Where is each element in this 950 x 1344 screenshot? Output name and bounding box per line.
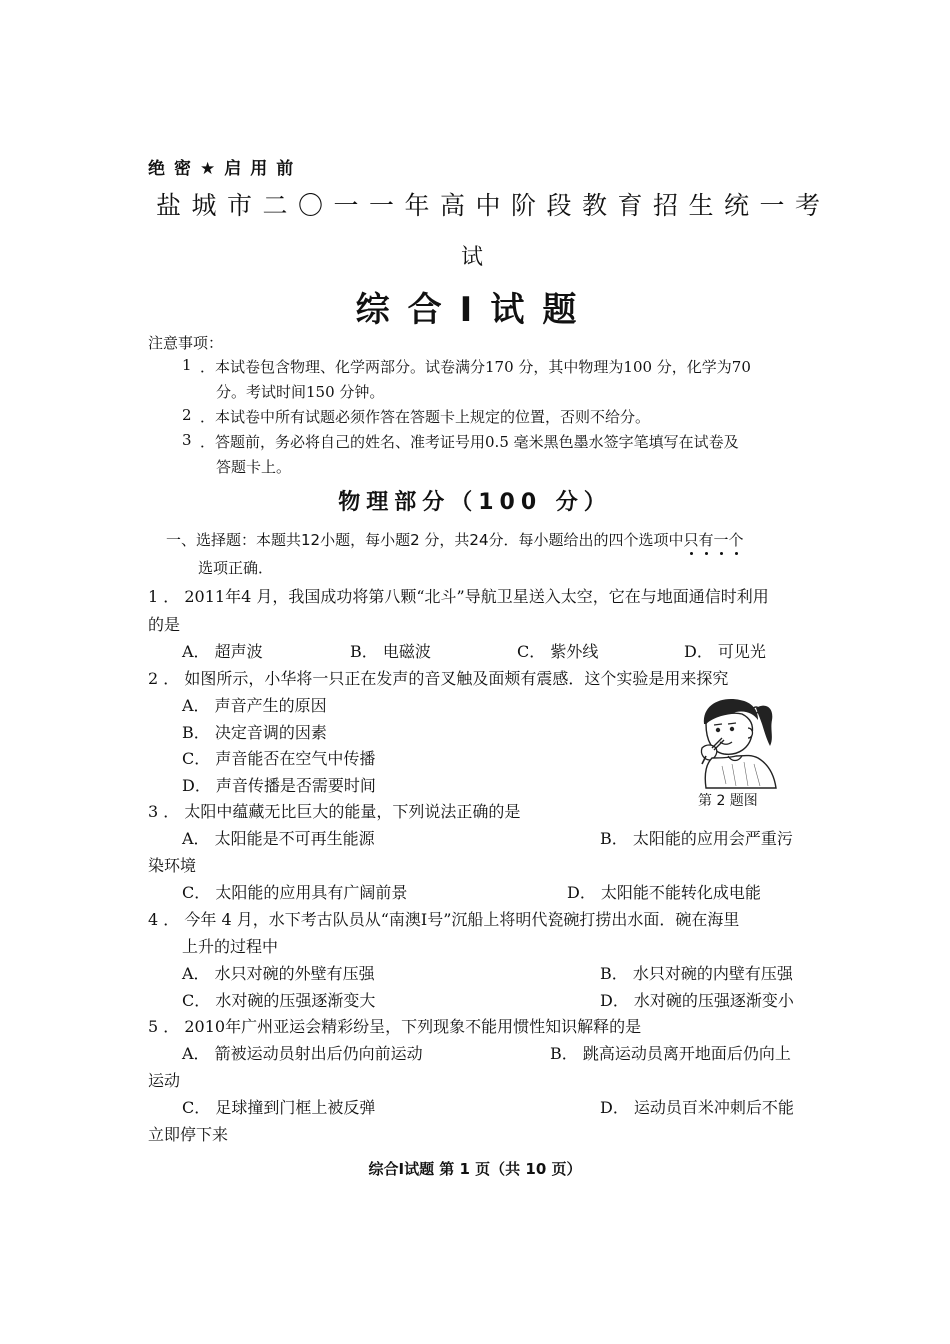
emphasis-char: 一 [713, 531, 729, 549]
notes-heading: 注意事项： [148, 334, 224, 352]
page-footer: 综合Ⅰ试题 第 1 页（共 10 页） [368, 1160, 582, 1178]
exam-title-line1: 盐城市二〇一一年高中阶段教育招生统一考 [156, 191, 831, 220]
note-2-line1: ．本试卷中所有试题必须作答在答题卡上规定的位置，否则不给分。 [200, 408, 651, 426]
q1-option-b: B． 电磁波 [350, 642, 431, 661]
emphasis-char: 只 [683, 531, 699, 549]
q5-option-d-wrap: 立即停下来 [148, 1125, 229, 1144]
note-2-number: 2 [182, 406, 192, 424]
q4-stem-line1: 4 ． 今年 4 月，水下考古队员从“南澳Ⅰ号”沉船上将明代瓷碗打捞出水面．碗在海里 [148, 910, 740, 929]
girl-tuning-fork-figure [692, 694, 778, 790]
section-title-physics: 物理部分（100 分） [338, 490, 612, 515]
part1-intro [166, 529, 744, 550]
q1-stem-line2: 的是 [148, 615, 181, 634]
q5-option-d: D． 运动员百米冲刺后不能 [600, 1098, 794, 1117]
q4-option-b: B． 水只对碗的内壁有压强 [600, 964, 793, 983]
q3-option-c: C． 太阳能的应用具有广阔前景 [182, 883, 408, 902]
q3-option-b-wrap: 染环境 [148, 856, 197, 875]
q2-stem: 2 ． 如图所示，小华将一只正在发声的音叉触及面颊有震感．这个实验是用来探究 [148, 669, 729, 688]
q3-option-d: D． 太阳能不能转化成电能 [567, 883, 761, 902]
q1-option-c: C． 紫外线 [517, 642, 599, 661]
note-3-line1: ．答题前，务必将自己的姓名、准考证号用0.5 毫米黑色墨水签字笔填写在试卷及 [200, 433, 739, 451]
q5-option-b: B． 跳高运动员离开地面后仍向上 [550, 1044, 791, 1063]
q5-stem: 5 ． 2010年广州亚运会精彩纷呈，下列现象不能用惯性知识解释的是 [148, 1017, 642, 1036]
note-3-line2: 答题卡上。 [216, 458, 292, 476]
q2-option-a: A． 声音产生的原因 [182, 696, 327, 715]
part1-intro-line2: 选项正确． [198, 559, 274, 577]
q4-option-a: A． 水只对碗的外壁有压强 [182, 964, 375, 983]
q2-option-c: C． 声音能否在空气中传播 [182, 749, 376, 768]
q1-stem-line1: 1 ． 2011年4 月，我国成功将第八颗“北斗”导航卫星送入太空，它在与地面通信时利用 [148, 587, 769, 606]
emphasis-char: 个 [728, 531, 744, 549]
note-3-number: 3 [182, 431, 192, 449]
part1-intro-text: 一、选择题：本题共12小题，每小题2 分，共24分．每小题给出的四个选项中 [166, 531, 684, 549]
q1-option-a: A． 超声波 [182, 642, 263, 661]
q1-option-d: D． 可见光 [684, 642, 766, 661]
note-1-number: 1 [182, 356, 192, 374]
q4-stem-line2: 上升的过程中 [182, 937, 279, 956]
girl-tuning-fork-icon [692, 694, 778, 790]
exam-title-line2: 试 [461, 245, 484, 270]
q5-option-c: C． 足球撞到门框上被反弹 [182, 1098, 376, 1117]
paper-title: 综合Ⅰ试题 [355, 290, 595, 330]
q3-option-b: B． 太阳能的应用会严重污 [600, 829, 793, 848]
q4-option-d: D． 水对碗的压强逐渐变小 [600, 991, 794, 1010]
note-1-line1: ．本试卷包含物理、化学两部分。试卷满分170 分，其中物理为100 分，化学为70 [200, 358, 751, 376]
q5-option-b-wrap: 运动 [148, 1071, 181, 1090]
note-1-line2: 分。考试时间150 分钟。 [216, 383, 385, 401]
q5-option-a: A． 箭被运动员射出后仍向前运动 [182, 1044, 423, 1063]
q2-figure-caption: 第 2 题图 [698, 793, 758, 809]
q3-stem: 3 ． 太阳中蕴藏无比巨大的能量，下列说法正确的是 [148, 802, 521, 821]
q2-option-b: B． 决定音调的因素 [182, 723, 327, 742]
q3-option-a: A． 太阳能是不可再生能源 [182, 829, 375, 848]
q4-option-c: C． 水对碗的压强逐渐变大 [182, 991, 376, 1010]
emphasis-char: 有 [698, 531, 714, 549]
confidential-label: 绝密★启用前 [148, 159, 303, 179]
q2-option-d: D． 声音传播是否需要时间 [182, 776, 376, 795]
